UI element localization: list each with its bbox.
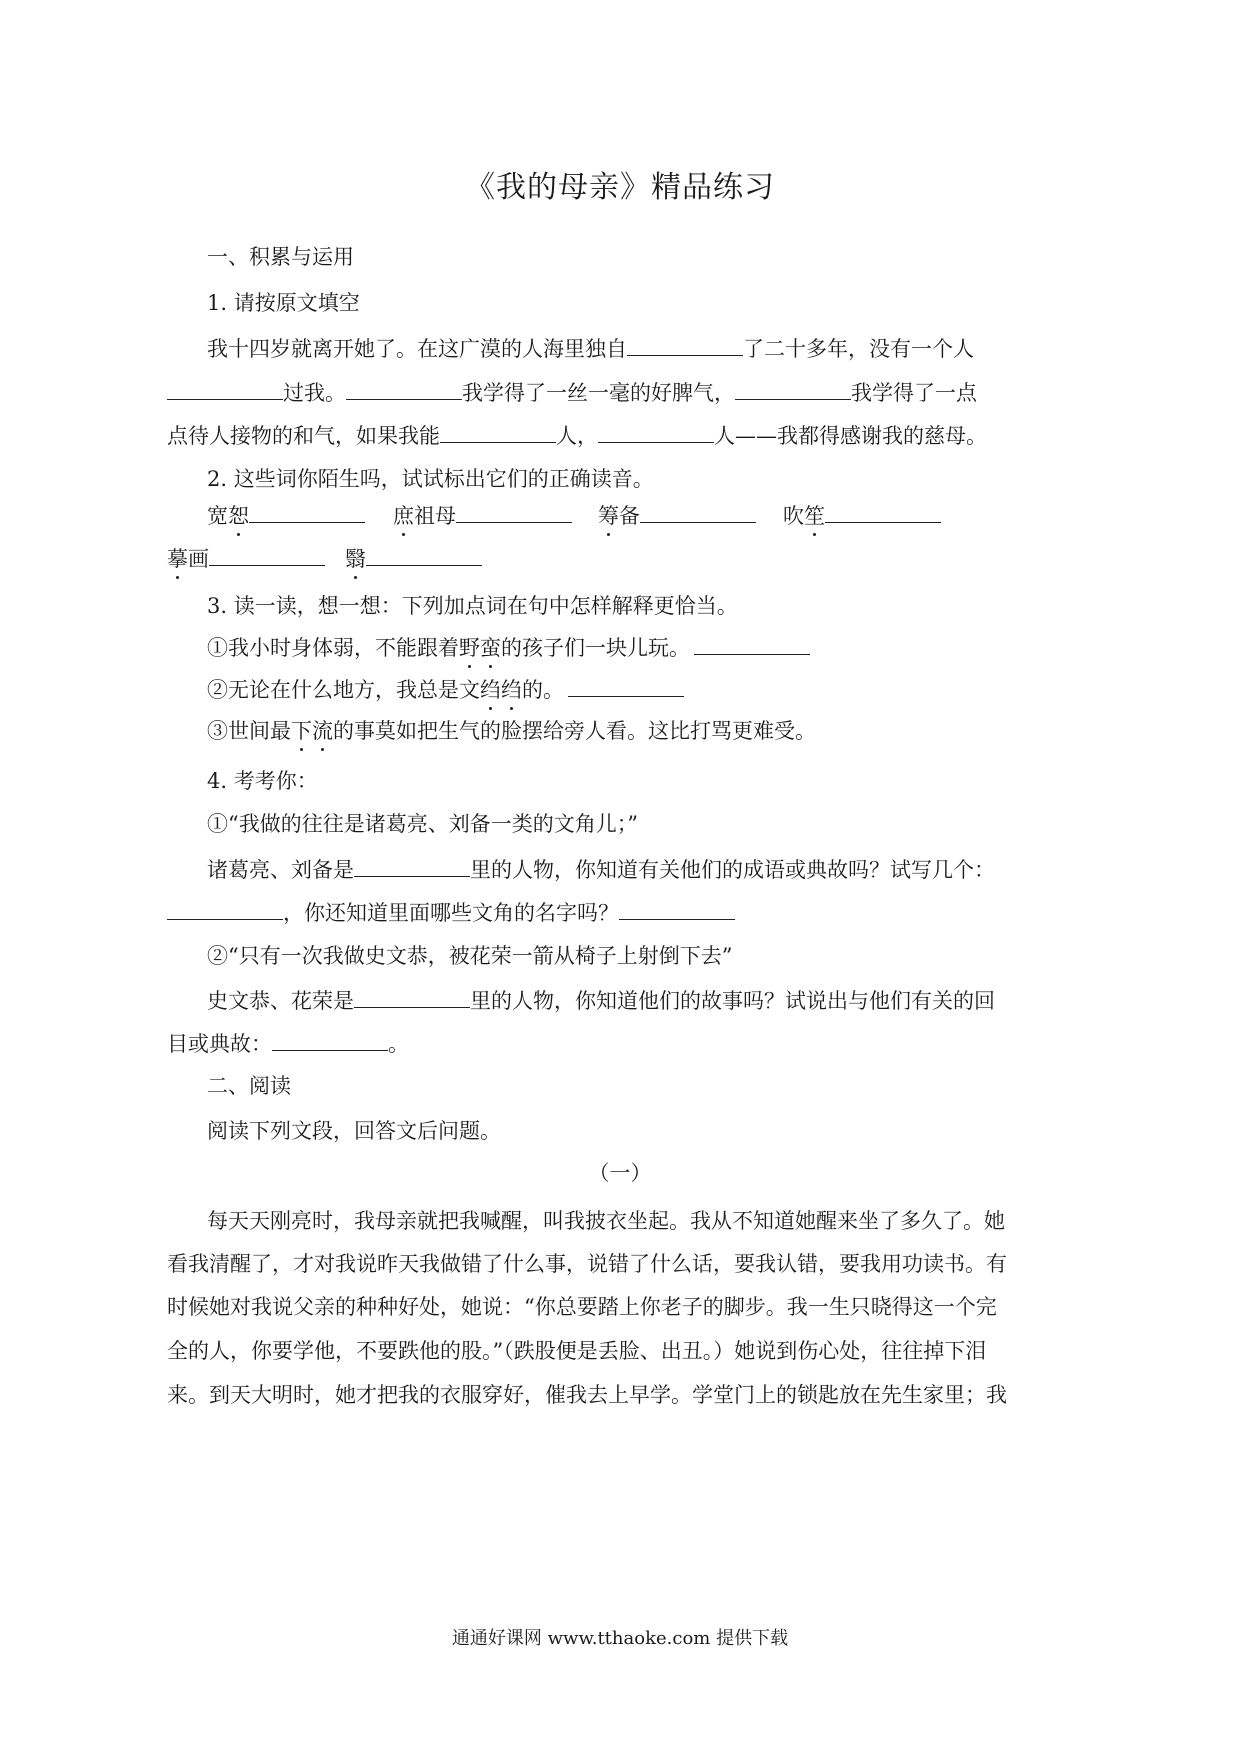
- answer-blank[interactable]: [627, 333, 743, 356]
- text-line: 过我。 我学得了一丝一毫的好脾气， 我学得了一点: [167, 377, 977, 408]
- question-label: 4. 考考你：: [207, 769, 318, 793]
- question-label: 1. 请按原文填空: [207, 291, 360, 315]
- text-line: ，你还知道里面哪些文角的名字吗？: [167, 897, 735, 928]
- answer-blank[interactable]: [825, 500, 941, 523]
- text-line: 史文恭、花荣是 里的人物，你知道他们的故事吗？试说出与他们有关的回: [207, 985, 995, 1016]
- word-item: 宽恕: [207, 500, 365, 531]
- passage-line: 时候她对我说父亲的种种好处，她说：“你总要踏上你老子的脚步。我一生只晓得这一个完: [167, 1295, 997, 1319]
- passage-line: 全的人，你要学他，不要跌他的股。”（跌股便是丢脸、出丑。）她说到伤心处，往往掉下泪: [167, 1339, 987, 1363]
- sentence: ②无论在什么地方，我总是文绉绉的。: [207, 674, 684, 705]
- footer-credit: 通通好课网 www.tthaoke.com 提供下载: [451, 1628, 789, 1649]
- section-heading: 二、阅读: [207, 1074, 291, 1098]
- answer-blank[interactable]: [354, 854, 470, 877]
- question-label: 3. 读一读，想一想：下列加点词在句中怎样解释更恰当。: [207, 594, 738, 618]
- question-label: 2. 这些词你陌生吗，试试标出它们的正确读音。: [207, 467, 654, 491]
- word-item: 吹笙: [783, 500, 941, 531]
- answer-blank[interactable]: [167, 377, 283, 400]
- sentence: ③世间最下流的事莫如把生气的脸摆给旁人看。这比打骂更难受。: [207, 716, 816, 746]
- answer-blank[interactable]: [272, 1028, 388, 1051]
- answer-blank[interactable]: [354, 985, 470, 1008]
- answer-blank[interactable]: [249, 500, 365, 523]
- answer-blank[interactable]: [598, 420, 714, 443]
- text-line: 点待人接物的和气，如果我能 人， 人——我都得感谢我的慈母。: [167, 420, 987, 451]
- word-item: 翳: [345, 543, 482, 574]
- answer-blank[interactable]: [619, 897, 735, 920]
- text-line: 诸葛亮、刘备是 里的人物，你知道有关他们的成语或典故吗？试写几个：: [207, 854, 995, 885]
- answer-blank[interactable]: [694, 632, 810, 655]
- answer-blank[interactable]: [640, 500, 756, 523]
- answer-blank[interactable]: [456, 500, 572, 523]
- quote: ②“只有一次我做史文恭，被花荣一箭从椅子上射倒下去”: [207, 944, 733, 968]
- part-heading: （一）: [588, 1161, 652, 1185]
- answer-blank[interactable]: [167, 897, 283, 920]
- page-title: 《我的母亲》精品练习: [465, 170, 775, 205]
- passage-line: 每天天刚亮时，我母亲就把我喊醒，叫我披衣坐起。我从不知道她醒来坐了多久了。她: [207, 1209, 1005, 1233]
- answer-blank[interactable]: [568, 674, 684, 697]
- word-item: 筹备: [598, 500, 756, 531]
- answer-blank[interactable]: [440, 420, 556, 443]
- quote: ①“我做的往往是诸葛亮、刘备一类的文角儿；”: [207, 812, 638, 836]
- instruction: 阅读下列文段，回答文后问题。: [207, 1119, 501, 1143]
- word-item: 庶祖母: [393, 500, 572, 531]
- answer-blank[interactable]: [366, 543, 482, 566]
- text-line: 我十四岁就离开她了。在这广漠的人海里独自 了二十多年，没有一个人: [207, 333, 974, 364]
- answer-blank[interactable]: [346, 377, 462, 400]
- sentence: ①我小时身体弱，不能跟着野蛮的孩子们一块儿玩。: [207, 632, 810, 663]
- section-heading: 一、积累与运用: [207, 245, 354, 269]
- answer-blank[interactable]: [735, 377, 851, 400]
- passage-line: 来。到天大明时，她才把我的衣服穿好，催我去上早学。学堂门上的锁匙放在先生家里；我: [167, 1383, 1007, 1407]
- word-item: 摹画: [167, 543, 325, 574]
- text-line: 目或典故： 。: [167, 1028, 409, 1059]
- passage-line: 看我清醒了，才对我说昨天我做错了什么事，说错了什么话，要我认错，要我用功读书。有: [167, 1252, 1007, 1276]
- answer-blank[interactable]: [209, 543, 325, 566]
